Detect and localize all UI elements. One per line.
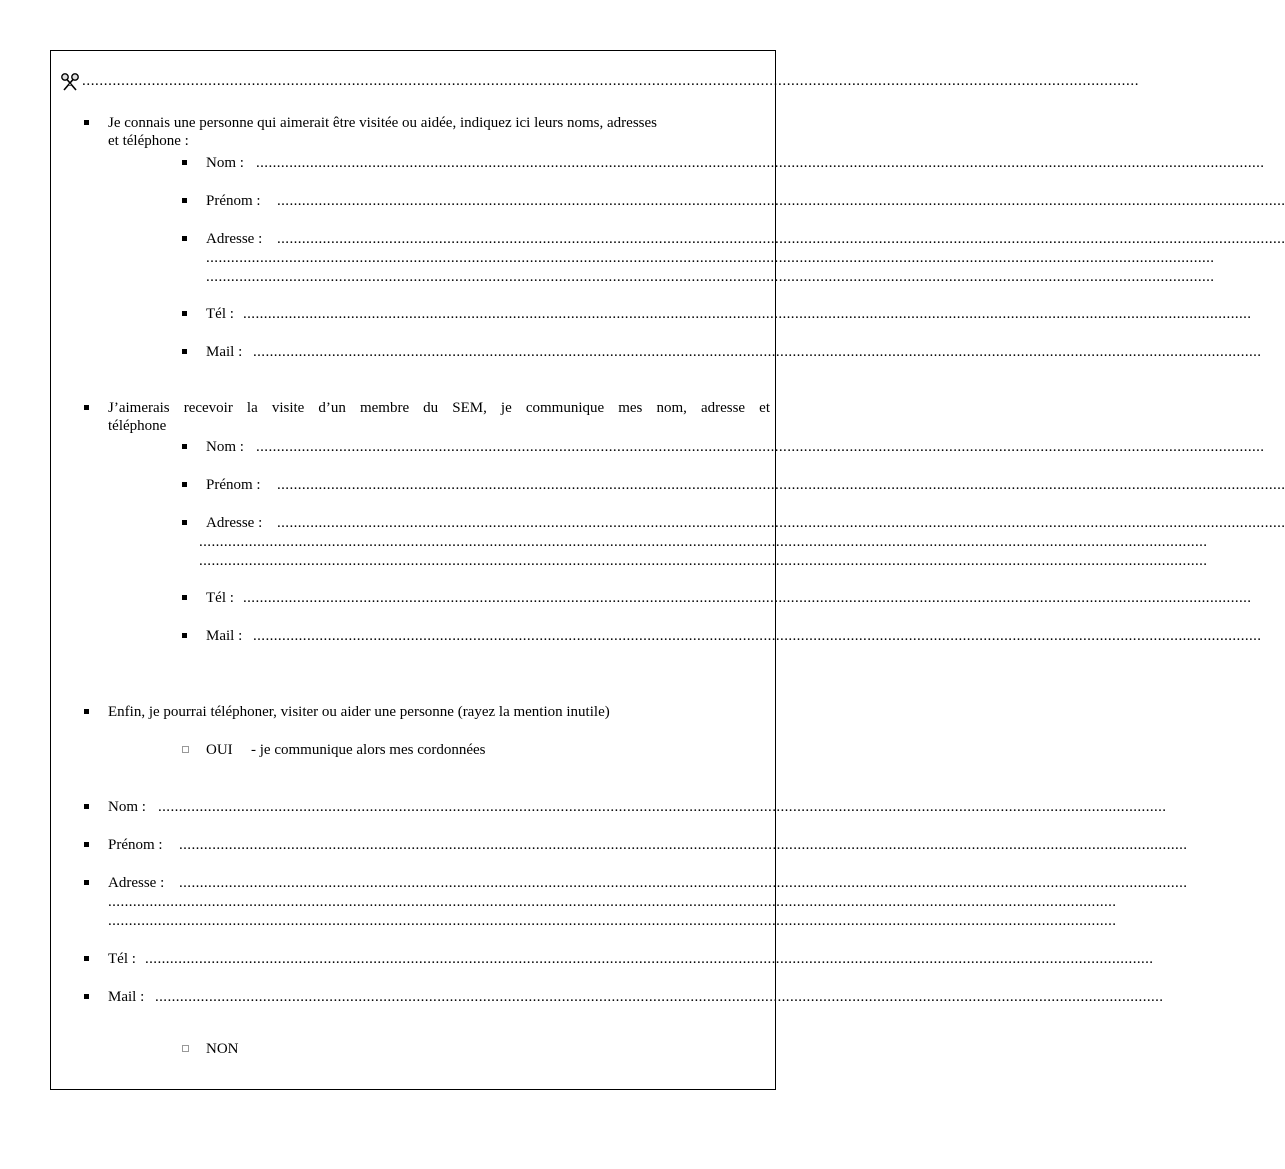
- section2-tel-field[interactable]: ...................................................................................................................................................................................................................................................: [243, 590, 1252, 606]
- section1-adresse-field-2[interactable]: ...................................................................................................................................................................................................................................................: [206, 250, 1215, 266]
- bullet-icon: [182, 311, 187, 316]
- bullet-icon: [84, 120, 89, 125]
- bullet-icon: [84, 709, 89, 714]
- bullet-icon: [182, 198, 187, 203]
- non-label: NON: [206, 1041, 239, 1057]
- cut-line: [60, 72, 1140, 92]
- section1-adresse-label: Adresse :: [206, 231, 263, 247]
- bullet-icon: [84, 880, 89, 885]
- bullet-icon: [182, 520, 187, 525]
- section1-intro-line2: et téléphone :: [108, 133, 189, 149]
- section2-mail-field[interactable]: ...................................................................................................................................................................................................................................................: [253, 628, 1262, 644]
- section2-intro-line2: téléphone: [108, 418, 167, 434]
- section1-tel-label: Tél :: [206, 306, 234, 322]
- section3-tel-field[interactable]: ...................................................................................................................................................................................................................................................: [145, 951, 1154, 967]
- section1-intro-line1: Je connais une personne qui aimerait être visitée ou aidée, indiquez ici leurs noms, adresses: [108, 115, 657, 131]
- section2-prenom-field[interactable]: ...................................................................................................................................................................................................................................................: [277, 477, 1285, 493]
- section1-nom-label: Nom :: [206, 155, 244, 171]
- bullet-icon: [84, 842, 89, 847]
- bullet-icon: [182, 444, 187, 449]
- bullet-icon: [182, 633, 187, 638]
- bullet-icon: [84, 405, 89, 410]
- oui-text: - je communique alors mes cordonnées: [251, 742, 486, 758]
- oui-label: OUI: [206, 742, 233, 758]
- section1-mail-field[interactable]: ...................................................................................................................................................................................................................................................: [253, 344, 1262, 360]
- section3-prenom-label: Prénom :: [108, 837, 163, 853]
- section2-prenom-label: Prénom :: [206, 477, 261, 493]
- section3-mail-field[interactable]: ...................................................................................................................................................................................................................................................: [155, 989, 1164, 1005]
- bullet-icon: [182, 595, 187, 600]
- section3-prenom-field[interactable]: ...................................................................................................................................................................................................................................................: [179, 837, 1188, 853]
- section3-adresse-field-1[interactable]: ...................................................................................................................................................................................................................................................: [179, 875, 1188, 891]
- section1-adresse-field-3[interactable]: ...................................................................................................................................................................................................................................................: [206, 269, 1215, 285]
- checkbox-icon[interactable]: [182, 746, 189, 753]
- bullet-icon: [182, 349, 187, 354]
- section2-adresse-field-3[interactable]: ...................................................................................................................................................................................................................................................: [199, 553, 1208, 569]
- section3-adresse-field-3[interactable]: ...................................................................................................................................................................................................................................................: [108, 913, 1117, 929]
- section2-mail-label: Mail :: [206, 628, 243, 644]
- section3-tel-label: Tél :: [108, 951, 136, 967]
- section2-intro-line1: J’aimerais recevoir la visite d’un membre du SEM, je communique mes nom, adresse et: [108, 400, 770, 416]
- section1-tel-field[interactable]: ...................................................................................................................................................................................................................................................: [243, 306, 1252, 322]
- bullet-icon: [182, 236, 187, 241]
- bullet-icon: [84, 994, 89, 999]
- section2-adresse-label: Adresse :: [206, 515, 263, 531]
- scissors-icon: [60, 72, 80, 92]
- section1-mail-label: Mail :: [206, 344, 243, 360]
- section2-tel-label: Tél :: [206, 590, 234, 606]
- cut-dotted-line: ...................................................................................................................................................................................................................................................: [82, 73, 1140, 89]
- section3-adresse-field-2[interactable]: ...................................................................................................................................................................................................................................................: [108, 894, 1117, 910]
- section3-nom-field[interactable]: ...................................................................................................................................................................................................................................................: [158, 799, 1167, 815]
- section3-adresse-label: Adresse :: [108, 875, 165, 891]
- section1-nom-field[interactable]: ...................................................................................................................................................................................................................................................: [256, 155, 1265, 171]
- section1-adresse-field-1[interactable]: ...................................................................................................................................................................................................................................................: [277, 231, 1285, 247]
- bullet-icon: [182, 482, 187, 487]
- section2-nom-field[interactable]: ...................................................................................................................................................................................................................................................: [256, 439, 1265, 455]
- checkbox-icon[interactable]: [182, 1045, 189, 1052]
- section2-adresse-field-1[interactable]: ...................................................................................................................................................................................................................................................: [277, 515, 1285, 531]
- section2-nom-label: Nom :: [206, 439, 244, 455]
- section3-nom-label: Nom :: [108, 799, 146, 815]
- bullet-icon: [84, 956, 89, 961]
- section1-prenom-label: Prénom :: [206, 193, 261, 209]
- section2-adresse-field-2[interactable]: ...................................................................................................................................................................................................................................................: [199, 534, 1208, 550]
- section2-intro: [108, 399, 770, 435]
- section3-mail-label: Mail :: [108, 989, 145, 1005]
- section3-intro: Enfin, je pourrai téléphoner, visiter ou aider une personne (rayez la mention inutile): [108, 704, 610, 720]
- bullet-icon: [182, 160, 187, 165]
- section1-prenom-field[interactable]: ...................................................................................................................................................................................................................................................: [277, 193, 1285, 209]
- section1-intro: [108, 114, 770, 150]
- bullet-icon: [84, 804, 89, 809]
